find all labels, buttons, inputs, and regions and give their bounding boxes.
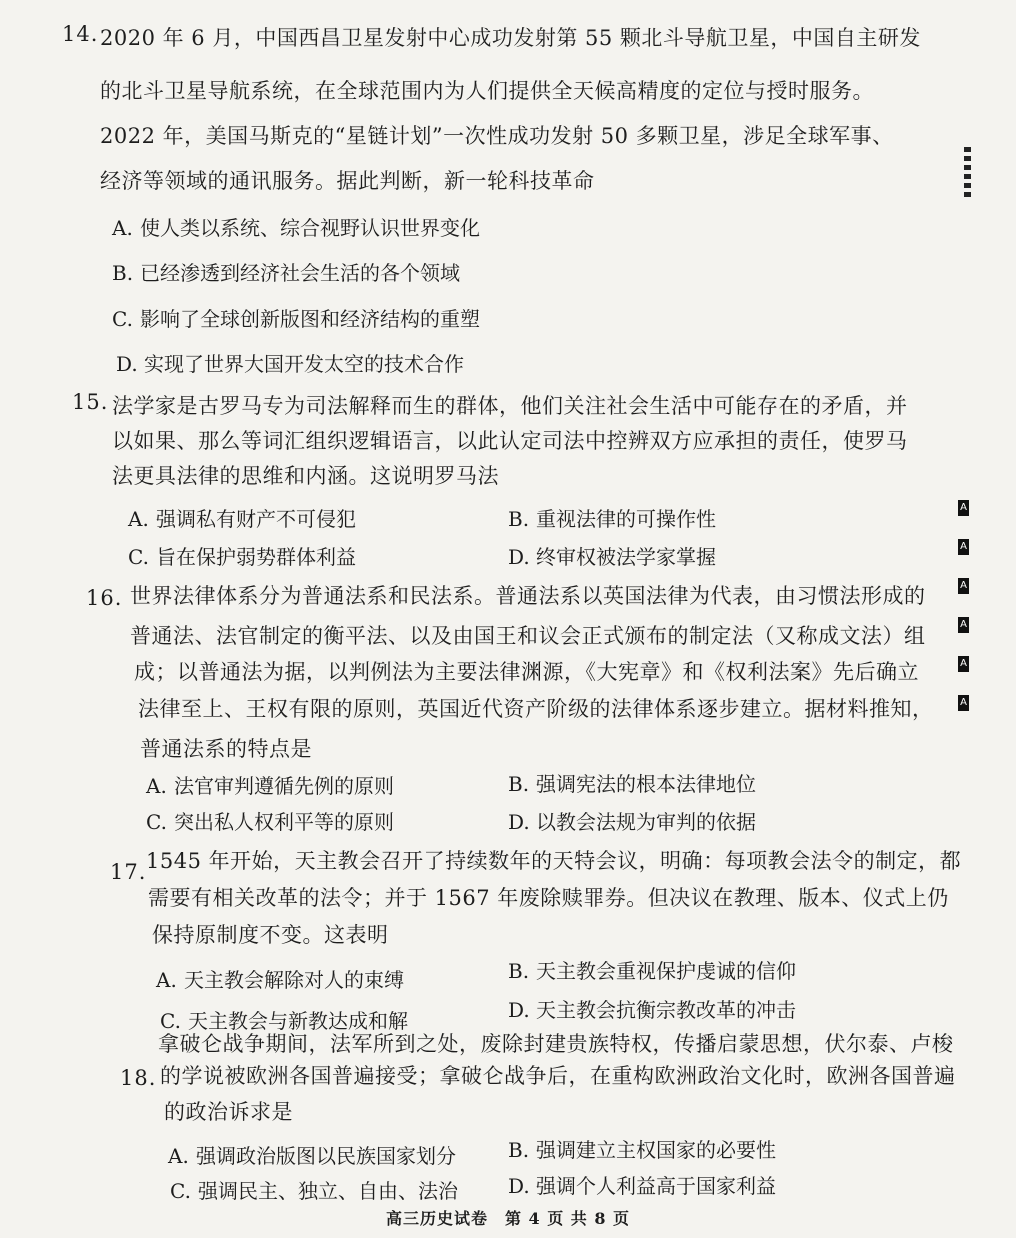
option-a: [156, 964, 404, 993]
edge-mark: A: [958, 617, 969, 633]
question-text-line: 拿破仑战争期间，法军所到之处，废除封建贵族特权，传播启蒙思想，伏尔泰、卢梭: [158, 1032, 954, 1056]
option-d: [508, 806, 756, 835]
option-text: 已经渗透到经济社会生活的各个领域: [140, 261, 460, 285]
question-text-line: 1545 年开始，天主教会召开了持续数年的天特会议，明确：每项教会法令的制定，都: [146, 849, 962, 873]
question-text-line: 法学家是古罗马专为司法解释而生的群体，他们关注社会生活中可能存在的矛盾，并: [112, 394, 908, 418]
option-letter: B.: [508, 959, 530, 983]
option-letter: A.: [112, 216, 133, 240]
question-text-line: 经济等领域的通讯服务。据此判断，新一轮科技革命: [100, 169, 595, 193]
option-b: [508, 1134, 776, 1163]
option-letter: C.: [160, 1009, 181, 1033]
option-d: [116, 348, 464, 377]
question-text-line: 成；以普通法为据，以判例法为主要法律渊源，《大宪章》和《权利法案》先后确立: [134, 660, 919, 684]
question-text-line: 的北斗卫星导航系统，在全球范围内为人们提供全天候高精度的定位与授时服务。: [100, 79, 874, 103]
option-c: [128, 541, 356, 570]
option-text: 强调宪法的根本法律地位: [536, 772, 756, 796]
option-text: 重视法律的可操作性: [536, 507, 716, 531]
option-text: 实现了世界大国开发太空的技术合作: [144, 352, 464, 376]
option-letter: B.: [508, 772, 530, 796]
option-a: [128, 503, 356, 532]
question-number: 14.: [62, 22, 99, 46]
option-text: 法官审判遵循先例的原则: [174, 774, 394, 798]
option-d: [508, 541, 716, 570]
edge-mark: A: [958, 578, 969, 594]
option-text: 天主教会抗衡宗教改革的冲击: [536, 998, 796, 1022]
edge-mark: A: [958, 500, 969, 516]
question-number: 17.: [110, 860, 147, 884]
option-a: [168, 1140, 456, 1169]
question-number: 18.: [120, 1066, 157, 1090]
option-d: [508, 1170, 776, 1199]
question-text-line: 需要有相关改革的法令；并于 1567 年废除赎罪券。但决议在教理、版本、仪式上仍: [148, 886, 949, 910]
option-b: [508, 503, 716, 532]
option-letter: A.: [156, 968, 177, 992]
option-letter: B.: [508, 1138, 530, 1162]
option-letter: D.: [508, 998, 530, 1022]
option-c: [170, 1175, 458, 1204]
question-text-line: 2022 年，美国马斯克的“星链计划”一次性成功发射 50 多颗卫星，涉足全球军事、: [100, 124, 894, 148]
option-text: 天主教会与新教达成和解: [188, 1009, 408, 1033]
option-letter: A.: [128, 507, 149, 531]
edge-mark: A: [958, 539, 969, 555]
question-text-line: 的学说被欧洲各国普遍接受；拿破仑战争后，在重构欧洲政治文化时，欧洲各国普遍: [160, 1064, 956, 1088]
option-text: 突出私人权利平等的原则: [174, 810, 394, 834]
option-letter: B.: [508, 507, 530, 531]
edge-mark: A: [958, 695, 969, 711]
option-d: [508, 994, 796, 1023]
option-text: 强调建立主权国家的必要性: [536, 1138, 776, 1162]
question-text-line: 世界法律体系分为普通法系和民法系。普通法系以英国法律为代表，由习惯法形成的: [130, 584, 926, 608]
option-letter: A.: [146, 774, 167, 798]
option-letter: C.: [146, 810, 167, 834]
option-text: 强调民主、独立、自由、法治: [198, 1179, 458, 1203]
option-b: [112, 257, 460, 286]
question-text-line: 普通法、法官制定的衡平法、以及由国王和议会正式颁布的制定法（又称成文法）组: [130, 624, 926, 648]
option-text: 终审权被法学家掌握: [536, 545, 716, 569]
option-letter: C.: [128, 545, 149, 569]
option-text: 强调个人利益高于国家利益: [536, 1174, 776, 1198]
option-letter: D.: [508, 810, 530, 834]
option-c: [146, 806, 394, 835]
question-text-line: 以如果、那么等词汇组织逻辑语言，以此认定司法中控辨双方应承担的责任，使罗马: [112, 429, 908, 453]
question-text-line: 保持原制度不变。这表明: [152, 923, 389, 947]
page-footer: 高三历史试卷 第 4 页 共 8 页: [385, 1209, 631, 1228]
question-text-line: 的政治诉求是: [164, 1100, 293, 1124]
option-text: 强调私有财产不可侵犯: [156, 507, 356, 531]
option-text: 天主教会解除对人的束缚: [184, 968, 404, 992]
option-letter: D.: [508, 545, 530, 569]
question-text-line: 普通法系的特点是: [140, 737, 312, 761]
option-c: [112, 303, 480, 332]
option-letter: D.: [508, 1174, 530, 1198]
option-letter: A.: [168, 1144, 189, 1168]
option-a: [146, 770, 394, 799]
option-text: 影响了全球创新版图和经济结构的重塑: [140, 307, 480, 331]
option-text: 强调政治版图以民族国家划分: [196, 1144, 456, 1168]
binding-mark: [964, 147, 971, 197]
option-text: 以教会法规为审判的依据: [536, 810, 756, 834]
option-text: 天主教会重视保护虔诚的信仰: [536, 959, 796, 983]
question-text-line: 2020 年 6 月，中国西昌卫星发射中心成功发射第 55 颗北斗导航卫星，中国自主研发: [100, 26, 921, 50]
option-text: 旨在保护弱势群体利益: [156, 545, 356, 569]
edge-marks: [958, 500, 972, 734]
option-b: [508, 955, 796, 984]
question-number: 16.: [86, 586, 123, 610]
option-a: [112, 212, 480, 241]
option-b: [508, 768, 756, 797]
option-letter: D.: [116, 352, 138, 376]
option-letter: B.: [112, 261, 134, 285]
option-letter: C.: [112, 307, 133, 331]
option-letter: C.: [170, 1179, 191, 1203]
question-number: 15.: [72, 390, 109, 414]
option-text: 使人类以系统、综合视野认识世界变化: [140, 216, 480, 240]
question-text-line: 法律至上、王权有限的原则，英国近代资产阶级的法律体系逐步建立。据材料推知，: [138, 697, 934, 721]
question-text-line: 法更具法律的思维和内涵。这说明罗马法: [112, 464, 499, 488]
edge-mark: A: [958, 656, 969, 672]
